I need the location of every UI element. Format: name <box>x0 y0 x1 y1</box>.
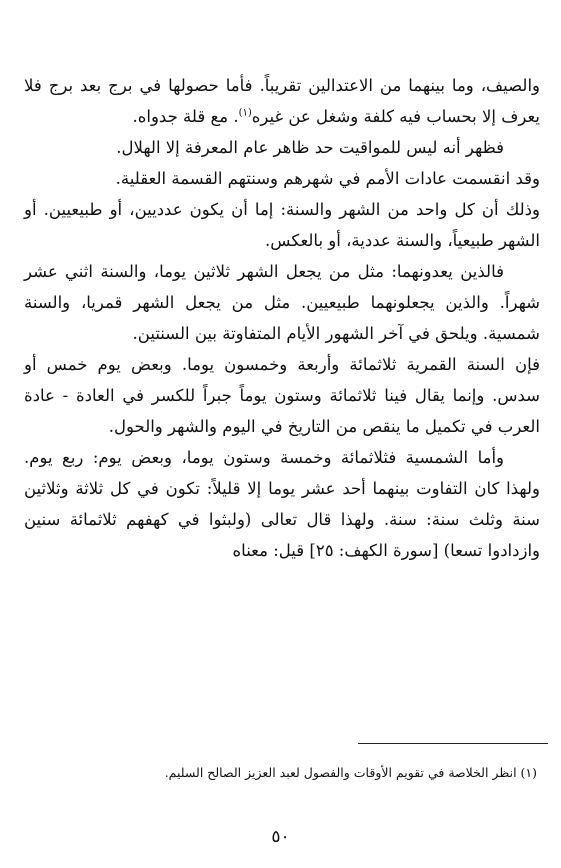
page-number: ٥٠ <box>271 827 290 847</box>
paragraph-2: فظهر أنه ليس للمواقيت حد ظاهر عام المعرفة إلا الهلال. <box>116 138 504 157</box>
footnote: (١) انظر الخلاصة في تقويم الأوقات والفصول لعبد العزيز الصالح السليم. <box>164 765 537 780</box>
paragraph-1-tail: . مع قلة جدواه. <box>132 107 239 126</box>
main-text <box>24 70 540 566</box>
paragraph-3: وقد انقسمت عادات الأمم في شهرهم وسنتهم القسمة العقلية. <box>115 169 540 188</box>
paragraph-1 <box>24 70 540 132</box>
paragraph-7: وأما الشمسية فثلاثمائة وخمسة وستون يوما، وبعض يوم: ربع يوم. ولهذا كان التفاوت بينهما أحد عشر يوما إلا قليلاً: تكون في كل ثلاثة وثلاثين سنة وثلث سنة: سنة. ولهذا قال تعالى (ولبثوا في كهفهم ثلاثمائة سنين وازدادوا تسعا) [سورة الكهف: ٢٥] قيل: معناه <box>24 448 540 560</box>
footnote-reference: (١) <box>238 107 252 119</box>
paragraph-5: فالذين يعدونهما: مثل من يجعل الشهر ثلاثين يوما، والسنة اثني عشر شهراً. والذين يجعلونهما طبيعيين. مثل من يجعل الشهر قمريا، والسنة شمسية. ويلحق في آخر الشهور الأيام المتفاوتة بين السنتين. <box>24 262 540 343</box>
paragraph-6: فإن السنة القمرية ثلاثمائة وأربعة وخمسون يوما. وبعض يوم خمس أو سدس. وإنما يقال فينا ثلاثمائة وستون يوماً جبراً للكسر في العادة - عادة العرب في تكميل ما ينقص من التاريخ في اليوم والشهر والحول. <box>24 355 540 436</box>
paragraph-4: وذلك أن كل واحد من الشهر والسنة: إما أن يكون عدديين، أو طبيعيين. أو الشهر طبيعياً، والسنة عددية، أو بالعكس. <box>24 200 540 250</box>
footnote-separator <box>358 743 548 744</box>
paragraph-1-text: والصيف، وما بينهما من الاعتدالين تقريباً. فأما حصولها في برج بعد برج فلا يعرف إلا بحساب فيه كلفة وشغل عن غيره <box>24 76 540 126</box>
